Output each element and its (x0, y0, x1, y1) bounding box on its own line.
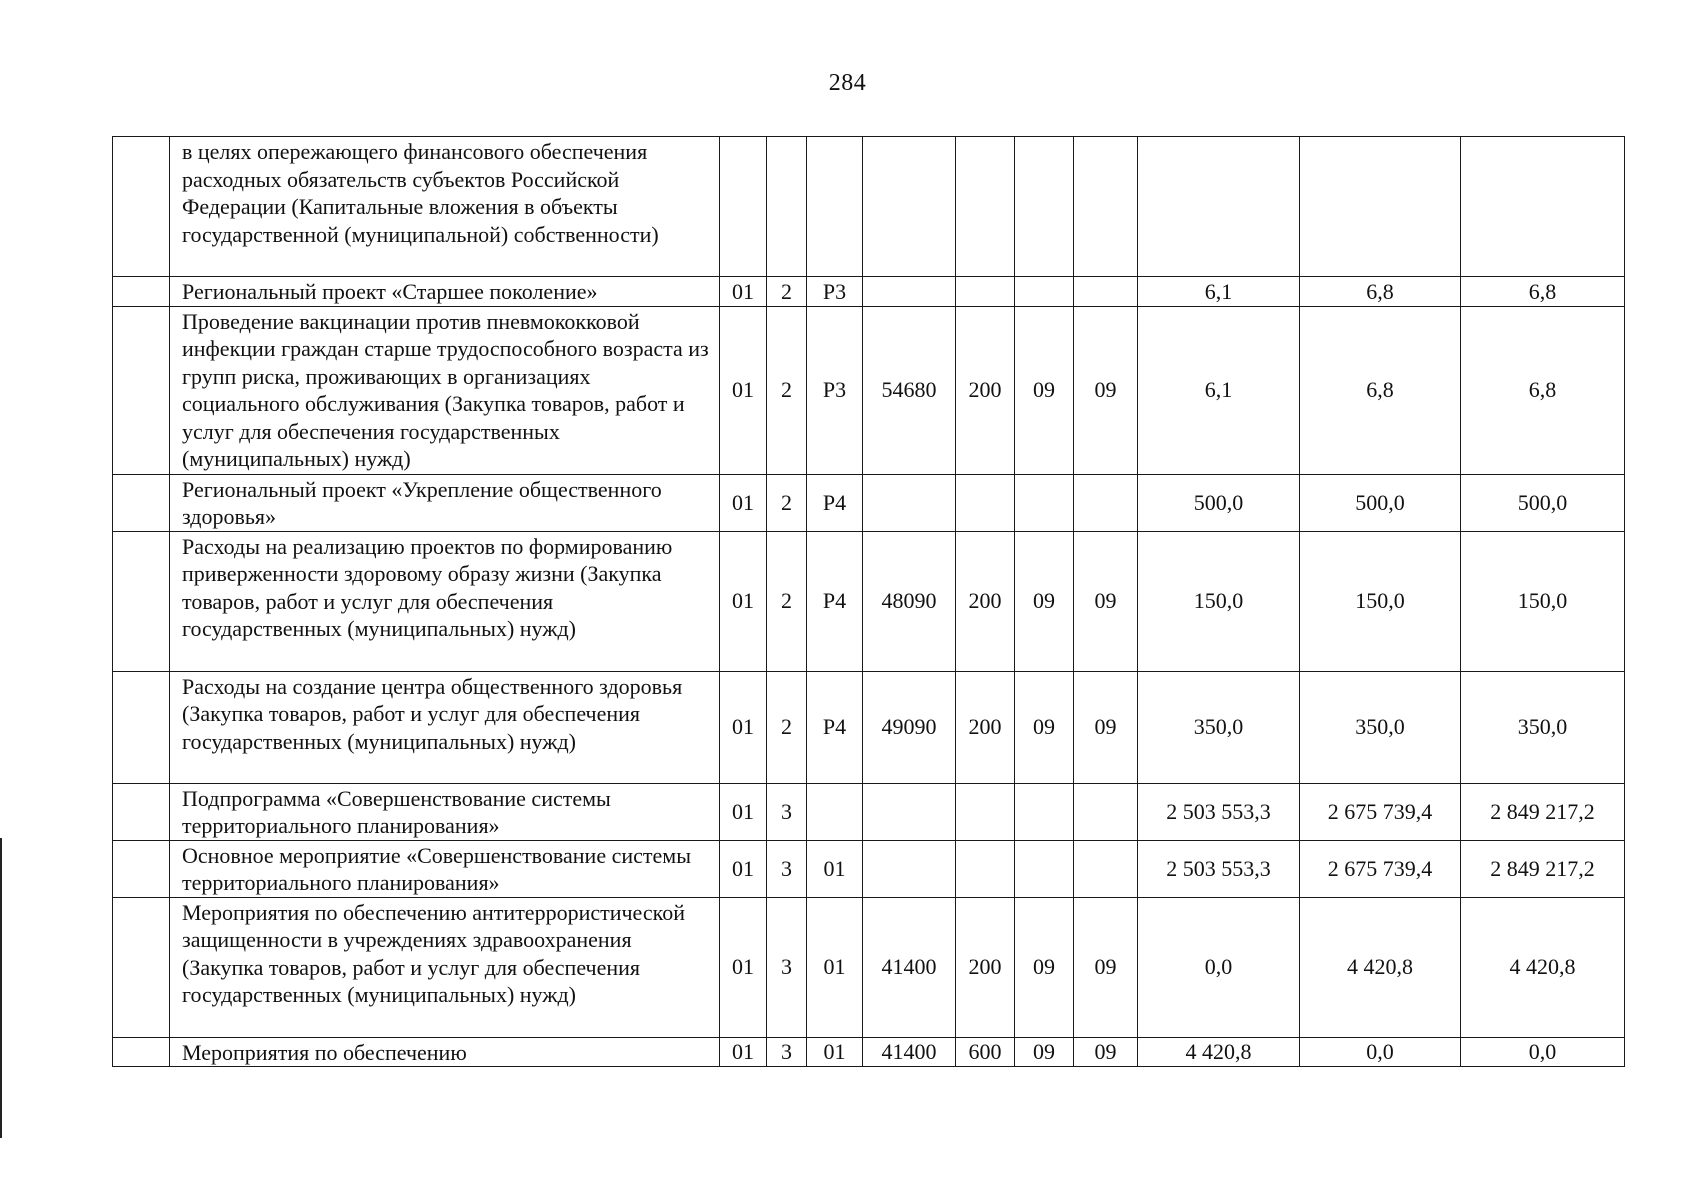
subprogram-code-cell: 2 (767, 277, 807, 307)
amount-year-2-cell: 2 675 739,4 (1300, 840, 1461, 897)
subsection-cell (1074, 840, 1138, 897)
direction-code-cell (863, 783, 956, 840)
section-cell (1015, 474, 1074, 531)
table-row (113, 277, 1625, 307)
section-cell (1015, 840, 1074, 897)
subprogram-code-cell: 2 (767, 671, 807, 783)
amount-year-1-cell: 150,0 (1138, 531, 1300, 671)
subsection-cell: 09 (1074, 306, 1138, 474)
table-row (113, 840, 1625, 897)
amount-year-1-cell: 2 503 553,3 (1138, 840, 1300, 897)
program-code-cell: 01 (720, 840, 767, 897)
row-number-cell (113, 1037, 170, 1067)
amount-year-1-cell: 350,0 (1138, 671, 1300, 783)
amount-year-3-cell: 0,0 (1461, 1037, 1625, 1067)
direction-code-cell: 41400 (863, 897, 956, 1037)
item-name-cell: Расходы на реализацию проектов по формированию приверженности здоровому образу жизни (Закупка товаров, работ и услуг для обеспечения государственных (муниципальных) нужд) (170, 531, 720, 671)
row-number-cell (113, 277, 170, 307)
subsection-cell: 09 (1074, 531, 1138, 671)
amount-year-2-cell: 350,0 (1300, 671, 1461, 783)
item-name-cell: Расходы на создание центра общественного здоровья (Закупка товаров, работ и услуг для обеспечения государственных (муниципальных) нужд) (170, 671, 720, 783)
scan-margin-line (0, 838, 2, 1138)
expense-type-cell (956, 840, 1015, 897)
direction-code-cell: 49090 (863, 671, 956, 783)
row-number-cell (113, 137, 170, 277)
direction-code-cell: 54680 (863, 306, 956, 474)
item-name-cell: Мероприятия по обеспечению антитеррористической защищенности в учреждениях здравоохранения (Закупка товаров, работ и услуг для обеспечения государственных (муниципальных) нужд) (170, 897, 720, 1037)
amount-year-2-cell: 6,8 (1300, 306, 1461, 474)
event-code-cell: Р3 (807, 306, 863, 474)
expense-type-cell (956, 783, 1015, 840)
amount-year-2-cell: 2 675 739,4 (1300, 783, 1461, 840)
item-name-cell: в целях опережающего финансового обеспечения расходных обязательств субъектов Российской Федерации (Капитальные вложения в объекты государственной (муниципальной) собственности) (170, 137, 720, 277)
expense-type-cell: 600 (956, 1037, 1015, 1067)
subsection-cell: 09 (1074, 671, 1138, 783)
section-cell: 09 (1015, 306, 1074, 474)
event-code-cell: 01 (807, 840, 863, 897)
direction-code-cell: 48090 (863, 531, 956, 671)
amount-year-2-cell: 4 420,8 (1300, 897, 1461, 1037)
amount-year-1-cell: 4 420,8 (1138, 1037, 1300, 1067)
subprogram-code-cell: 2 (767, 531, 807, 671)
event-code-cell: Р4 (807, 531, 863, 671)
row-number-cell (113, 671, 170, 783)
direction-code-cell (863, 474, 956, 531)
program-code-cell: 01 (720, 277, 767, 307)
section-cell (1015, 783, 1074, 840)
section-cell (1015, 137, 1074, 277)
subprogram-code-cell: 2 (767, 474, 807, 531)
event-code-cell: 01 (807, 1037, 863, 1067)
amount-year-1-cell: 6,1 (1138, 306, 1300, 474)
item-name-cell: Мероприятия по обеспечению (170, 1037, 720, 1067)
program-code-cell: 01 (720, 1037, 767, 1067)
direction-code-cell: 41400 (863, 1037, 956, 1067)
expense-type-cell: 200 (956, 531, 1015, 671)
event-code-cell: 01 (807, 897, 863, 1037)
subprogram-code-cell: 3 (767, 840, 807, 897)
section-cell: 09 (1015, 897, 1074, 1037)
table-row (113, 897, 1625, 1037)
program-code-cell: 01 (720, 531, 767, 671)
amount-year-3-cell: 6,8 (1461, 306, 1625, 474)
item-name-cell: Региональный проект «Укрепление общественного здоровья» (170, 474, 720, 531)
row-number-cell (113, 474, 170, 531)
expense-type-cell: 200 (956, 671, 1015, 783)
item-name-cell: Проведение вакцинации против пневмококковой инфекции граждан старше трудоспособного возраста из групп риска, проживающих в организациях социального обслуживания (Закупка товаров, работ и услуг для обеспечения государственных (муниципальных) нужд) (170, 306, 720, 474)
subsection-cell (1074, 474, 1138, 531)
event-code-cell (807, 137, 863, 277)
subprogram-code-cell: 3 (767, 897, 807, 1037)
subprogram-code-cell (767, 137, 807, 277)
row-number-cell (113, 783, 170, 840)
item-name-cell: Подпрограмма «Совершенствование системы территориального планирования» (170, 783, 720, 840)
program-code-cell: 01 (720, 783, 767, 840)
table-row (113, 671, 1625, 783)
amount-year-2-cell (1300, 137, 1461, 277)
direction-code-cell (863, 137, 956, 277)
amount-year-1-cell: 2 503 553,3 (1138, 783, 1300, 840)
budget-table (112, 136, 1625, 1067)
table-row (113, 783, 1625, 840)
program-code-cell: 01 (720, 474, 767, 531)
program-code-cell (720, 137, 767, 277)
subsection-cell: 09 (1074, 1037, 1138, 1067)
item-name-cell: Основное мероприятие «Совершенствование системы территориального планирования» (170, 840, 720, 897)
amount-year-1-cell: 6,1 (1138, 277, 1300, 307)
row-number-cell (113, 840, 170, 897)
program-code-cell: 01 (720, 671, 767, 783)
event-code-cell: Р4 (807, 474, 863, 531)
subprogram-code-cell: 3 (767, 783, 807, 840)
table-row (113, 306, 1625, 474)
subsection-cell (1074, 137, 1138, 277)
section-cell: 09 (1015, 671, 1074, 783)
section-cell: 09 (1015, 531, 1074, 671)
direction-code-cell (863, 277, 956, 307)
page-number: 284 (828, 70, 867, 96)
expense-type-cell: 200 (956, 306, 1015, 474)
event-code-cell (807, 783, 863, 840)
amount-year-3-cell: 6,8 (1461, 277, 1625, 307)
event-code-cell: Р4 (807, 671, 863, 783)
section-cell: 09 (1015, 1037, 1074, 1067)
amount-year-2-cell: 0,0 (1300, 1037, 1461, 1067)
subsection-cell (1074, 277, 1138, 307)
subprogram-code-cell: 3 (767, 1037, 807, 1067)
amount-year-1-cell: 0,0 (1138, 897, 1300, 1037)
amount-year-3-cell: 2 849 217,2 (1461, 840, 1625, 897)
table-row (113, 1037, 1625, 1067)
direction-code-cell (863, 840, 956, 897)
amount-year-3-cell: 2 849 217,2 (1461, 783, 1625, 840)
amount-year-3-cell (1461, 137, 1625, 277)
subprogram-code-cell: 2 (767, 306, 807, 474)
table-row (113, 474, 1625, 531)
expense-type-cell (956, 474, 1015, 531)
program-code-cell: 01 (720, 897, 767, 1037)
budget-table-body (113, 137, 1625, 1067)
amount-year-2-cell: 500,0 (1300, 474, 1461, 531)
amount-year-1-cell (1138, 137, 1300, 277)
amount-year-3-cell: 4 420,8 (1461, 897, 1625, 1037)
amount-year-2-cell: 6,8 (1300, 277, 1461, 307)
program-code-cell: 01 (720, 306, 767, 474)
amount-year-3-cell: 150,0 (1461, 531, 1625, 671)
table-row (113, 137, 1625, 277)
amount-year-3-cell: 500,0 (1461, 474, 1625, 531)
item-name-cell: Региональный проект «Старшее поколение» (170, 277, 720, 307)
event-code-cell: Р3 (807, 277, 863, 307)
expense-type-cell (956, 137, 1015, 277)
row-number-cell (113, 897, 170, 1037)
subsection-cell (1074, 783, 1138, 840)
section-cell (1015, 277, 1074, 307)
expense-type-cell: 200 (956, 897, 1015, 1037)
row-number-cell (113, 531, 170, 671)
amount-year-1-cell: 500,0 (1138, 474, 1300, 531)
table-row (113, 531, 1625, 671)
amount-year-3-cell: 350,0 (1461, 671, 1625, 783)
expense-type-cell (956, 277, 1015, 307)
row-number-cell (113, 306, 170, 474)
subsection-cell: 09 (1074, 897, 1138, 1037)
amount-year-2-cell: 150,0 (1300, 531, 1461, 671)
